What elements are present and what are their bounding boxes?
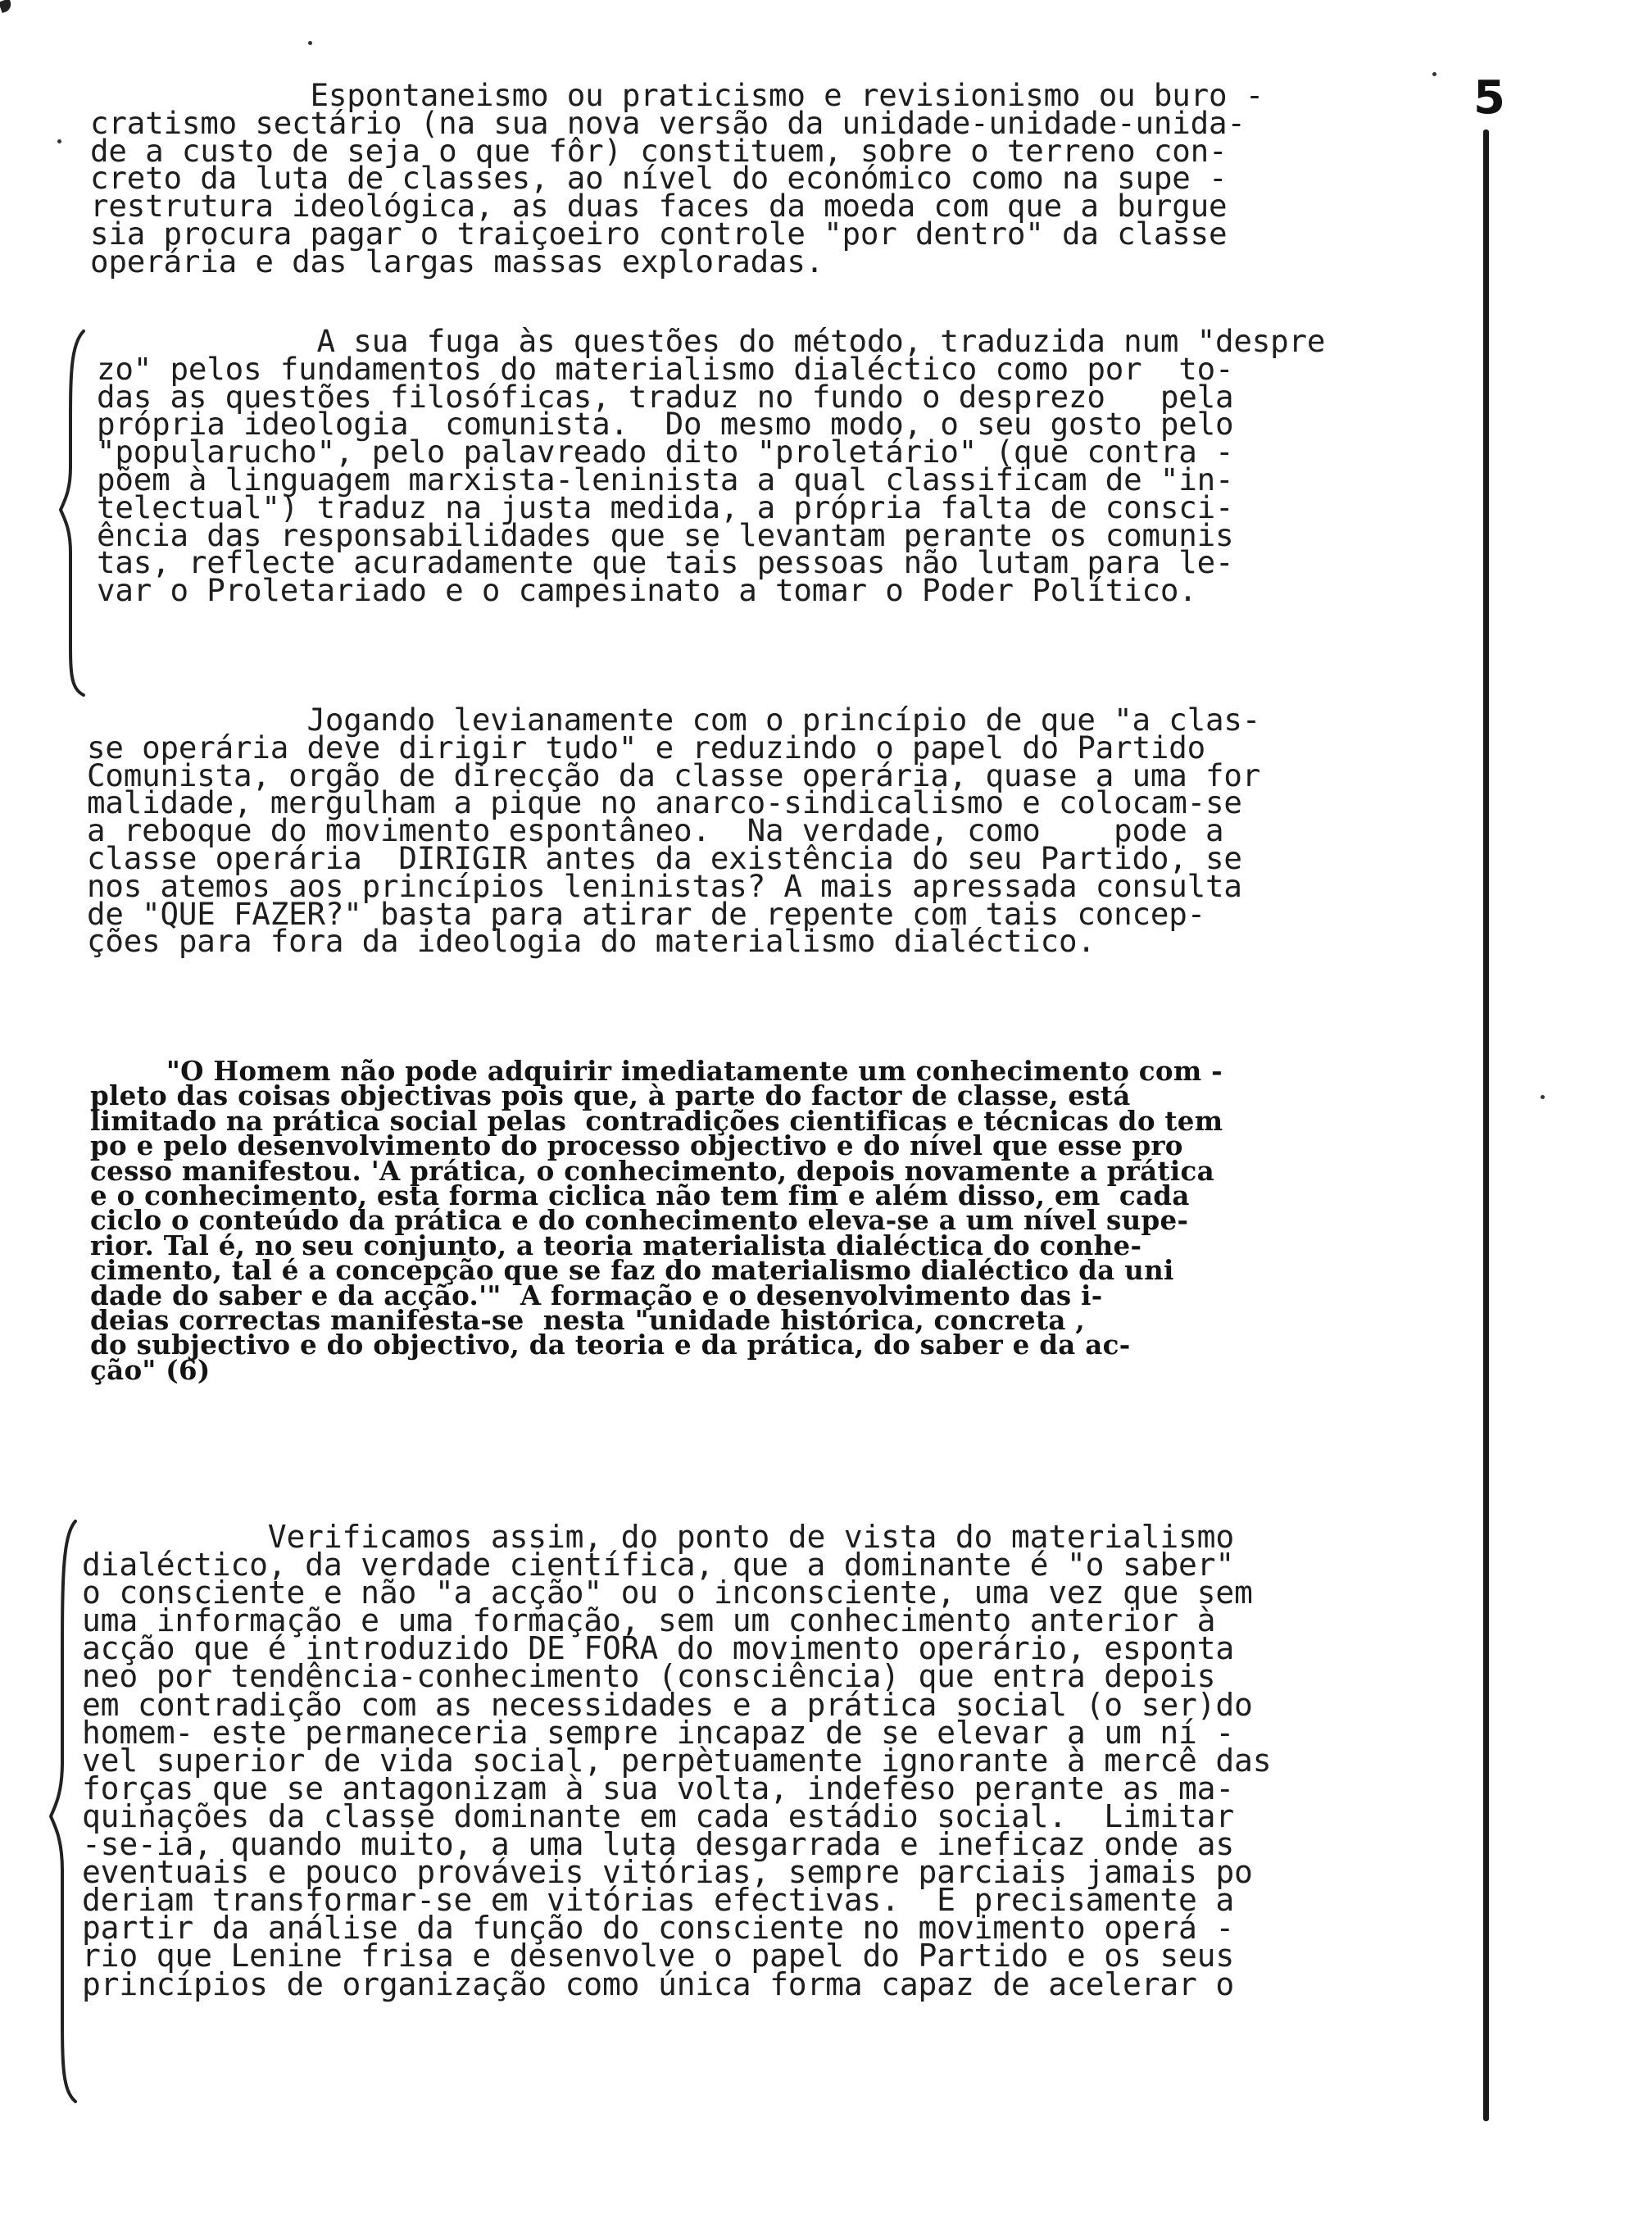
quotation-block: "O Homem não pode adquirir imediatamente um conhecimento com - pleto das coisas objectivas pois que, à parte do factor de classe, está limitado na prática social pelas contradições cientificas e técnicas do tem po e pelo desenvolvimento do processo objectivo e do nível que esse pro cesso manifestou. 'A prática, o conhecimento, depois novamente a prática e o conhecimento, esta forma ciclica não tem fim e além disso, em cada ciclo o conteúdo da prática e do conhecimento eleva-se a um nível supe- rior. Tal é, no seu conjunto, a teoria materialista dialéctica do conhe- cimento, tal é a concepção que se faz do materialismo dialéctico da uni dade do saber e da acção.'" A formação e o desenvolvimento das i- deias correctas manifesta-se nesta "unidade histórica, concreta , do subjectivo e do objectivo, da teoria e da prática, do saber e da ac- ção" (6) bbox=[90, 1055, 1223, 1386]
scan-speck bbox=[57, 139, 61, 143]
paragraph-espontaneismo: Espontaneismo ou praticismo e revisionismo ou buro - cratismo sectário (na sua nova versão da unidade-unidade-unida- de a custo de seja o que fôr) constituem, sobre o terreno con- creto da luta de classes, ao nível do económico como na supe - restrutura ideológica, as duas faces da moeda com que a burgue sia procura pagar o traiçoeiro controle "por dentro" da classe operária e das largas massas exploradas. bbox=[90, 77, 1264, 279]
paragraph-verificamos-assim: Verificamos assim, do ponto de vista do materialismo dialéctico, da verdade científica, que a dominante é "o saber" o consciente e não "a acção" ou o inconsciente, uma vez que sem uma informação e uma formação, sem um conhecimento anterior à acção que é introduzido DE FORA do movimento operário, esponta neo por tendência-conhecimento (consciência) que entra depois em contradição com as necessidades e a prática social (o ser)do homem- este permaneceria sempre incapaz de se elevar a um ní - vel superior de vida social, perpètuamente ignorante à mercê das forças que se antagonizam à sua volta, indefeso perante as ma- quinações da classe dominante em cada estádio social. Limitar -se-ia, quando muito, a uma luta desgarrada e ineficaz onde as eventuais e pouco prováveis vitórias, sempre parciais jamais po deriam transformar-se em vitórias efectivas. E precisamente a partir da análise da função do consciente no movimento operá - rio que Lenine frisa e desenvolve o papel do Partido e os seus princípios de organização como única forma capaz de acelerar o bbox=[82, 1519, 1272, 2002]
scan-corner-mark bbox=[0, 0, 13, 13]
page-number: 5 bbox=[1473, 71, 1505, 125]
scan-speck bbox=[1432, 72, 1436, 76]
paragraph-jogando-levianamente: Jogando levianamente com o princípio de que "a clas- se operária deve dirigir tudo" e reduzindo o papel do Partido Comunista, orgão de direcção da classe operária, quase a uma for malidade, mergulham a pique no anarco-sindicalismo e colocam-se a reboque do movimento espontâneo. Na verdade, como pode a classe operária DIRIGIR antes da existência do seu Partido, se nos atemos aos princípios leninistas? A mais apressada consulta de "QUE FAZER?" basta para atirar de repente com tais concep- ções para fora da ideologia do materialismo dialéctico. bbox=[87, 702, 1261, 960]
paragraph-fuga-questoes: A sua fuga às questões do método, traduzida num "despre zo" pelos fundamentos do materialismo dialéctico como por to- das as questões filosóficas, traduz no fundo o desprezo pela própria ideologia comunista. Do mesmo modo, o seu gosto pelo "popularucho", pelo palavreado dito "proletário" (que contra - põem à linguagem marxista-leninista a qual classificam de "in- telectual") traduz na justa medida, a própria falta de consci- ência das responsabilidades que se levantam perante os comunis tas, reflecte acuradamente que tais pessoas não lutam para le- var o Proletariado e o campesinato a tomar o Poder Político. bbox=[97, 323, 1326, 609]
margin-bracket-upper bbox=[59, 328, 92, 698]
margin-bracket-lower bbox=[48, 1516, 85, 2106]
scan-speck bbox=[308, 41, 312, 45]
margin-rule bbox=[1483, 130, 1489, 2121]
scan-speck bbox=[1541, 1095, 1545, 1099]
